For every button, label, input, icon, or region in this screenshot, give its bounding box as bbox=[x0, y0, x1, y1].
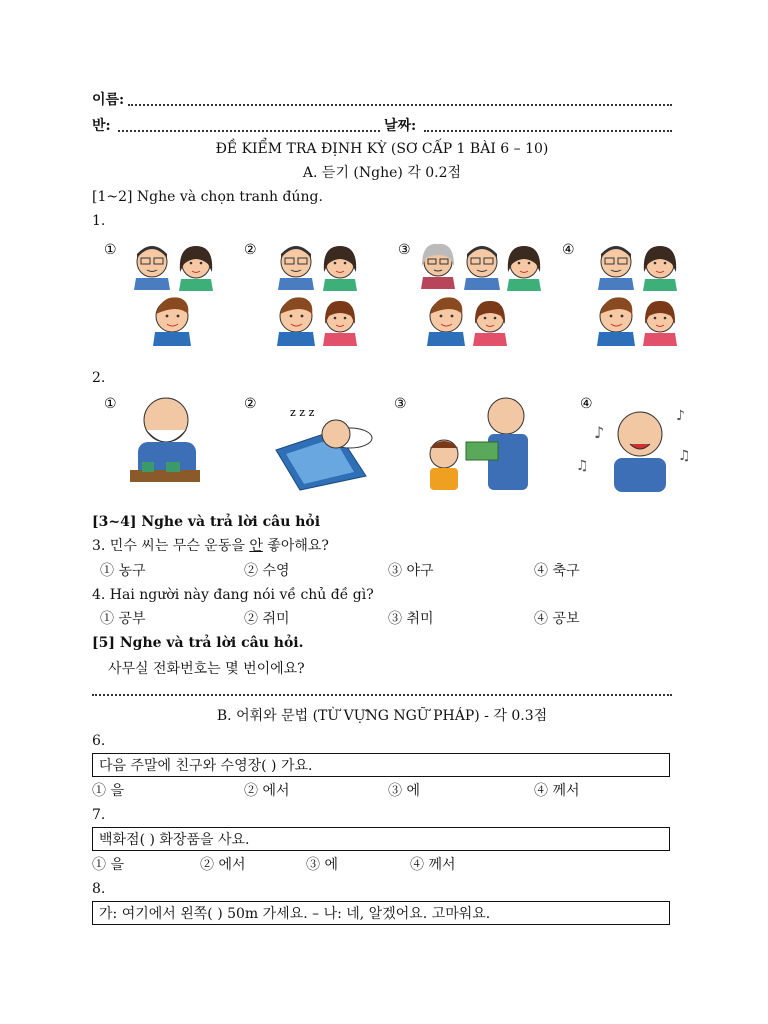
q6-option-2[interactable]: ② 에서 bbox=[244, 783, 290, 799]
q8-sentence-box: 가: 여기에서 왼쪽( ) 50m 가세요. – 나: 네, 알겠어요. 고마워요. bbox=[92, 901, 670, 925]
q2-picture-row bbox=[100, 390, 700, 502]
name-label: 이름: bbox=[92, 92, 125, 108]
part3-instruction: [5] Nghe và trả lời câu hỏi. bbox=[92, 635, 304, 651]
q1-marker-3: ③ bbox=[398, 242, 411, 258]
q8-label: 8. bbox=[92, 881, 106, 897]
q5-question: 사무실 전화번호는 몇 번이에요? bbox=[108, 661, 305, 677]
q6-option-3[interactable]: ③ 에 bbox=[388, 783, 420, 799]
q3-option-1[interactable]: ① 농구 bbox=[100, 563, 146, 579]
q3-option-3[interactable]: ③ 야구 bbox=[388, 563, 434, 579]
svg-text:♪: ♪ bbox=[676, 408, 685, 424]
svg-text:z z z: z z z bbox=[290, 406, 315, 419]
q2-marker-2: ② bbox=[244, 396, 257, 412]
q4-question: 4. Hai người này đang nói về chủ đề gì? bbox=[92, 587, 374, 603]
q2-label: 2. bbox=[92, 370, 106, 386]
class-blank[interactable] bbox=[118, 130, 380, 132]
q7-option-2[interactable]: ② 에서 bbox=[200, 857, 246, 873]
q1-marker-4: ④ bbox=[562, 242, 575, 258]
part1-instruction: [1~2] Nghe và chọn tranh đúng. bbox=[92, 189, 323, 205]
q2-marker-4: ④ bbox=[580, 396, 593, 412]
q4-option-2[interactable]: ② 쥐미 bbox=[244, 611, 290, 627]
name-blank[interactable] bbox=[128, 104, 672, 106]
q6-option-4[interactable]: ④ 께서 bbox=[534, 783, 580, 799]
q1-picture-row bbox=[100, 232, 700, 352]
q3-option-4[interactable]: ④ 축구 bbox=[534, 563, 580, 579]
q2-marker-3: ③ bbox=[394, 396, 407, 412]
q2-marker-1: ① bbox=[104, 396, 117, 412]
q6-sentence-box: 다음 주말에 친구와 수영장( ) 가요. bbox=[92, 753, 670, 777]
svg-text:♪: ♪ bbox=[594, 423, 605, 442]
q7-sentence-box: 백화점( ) 화장품을 사요. bbox=[92, 827, 670, 851]
q6-option-1[interactable]: ① 을 bbox=[92, 783, 124, 799]
section-b-title: B. 어휘와 문법 (TỪ VỰNG NGỮ PHÁP) - 각 0.3점 bbox=[216, 708, 548, 724]
q3-option-2[interactable]: ② 수영 bbox=[244, 563, 290, 579]
date-blank[interactable] bbox=[424, 130, 672, 132]
q4-option-4[interactable]: ④ 공보 bbox=[534, 611, 580, 627]
q3-question bbox=[92, 536, 329, 556]
q7-option-4[interactable]: ④ 께서 bbox=[410, 857, 456, 873]
section-a-title: A. 듣기 (Nghe) 각 0.2점 bbox=[302, 165, 462, 181]
date-label: 날짜: bbox=[384, 118, 417, 134]
q4-option-1[interactable]: ① 공부 bbox=[100, 611, 146, 627]
q4-option-3[interactable]: ③ 취미 bbox=[388, 611, 434, 627]
class-label: 반: bbox=[92, 118, 111, 134]
svg-text:♫: ♫ bbox=[576, 458, 589, 474]
q1-marker-1: ① bbox=[104, 242, 117, 258]
q3-text-underlined: 안 bbox=[249, 538, 263, 554]
q1-label: 1. bbox=[92, 213, 106, 229]
exam-title: ĐỀ KIỂM TRA ĐỊNH KỲ (SƠ CẤP 1 BÀI 6 – 10) bbox=[215, 141, 549, 157]
q5-answer-line[interactable] bbox=[92, 694, 672, 696]
q1-marker-2: ② bbox=[244, 242, 257, 258]
q3-text-pre: 3. 민수 씨는 무슨 운동을 bbox=[92, 538, 250, 554]
q6-label: 6. bbox=[92, 733, 106, 749]
q3-text-post: 좋아해요? bbox=[262, 538, 329, 554]
svg-text:♫: ♫ bbox=[678, 448, 691, 464]
part2-instruction: [3~4] Nghe và trả lời câu hỏi bbox=[92, 514, 321, 530]
q7-label: 7. bbox=[92, 807, 106, 823]
q7-option-3[interactable]: ③ 에 bbox=[306, 857, 338, 873]
q7-option-1[interactable]: ① 을 bbox=[92, 857, 124, 873]
